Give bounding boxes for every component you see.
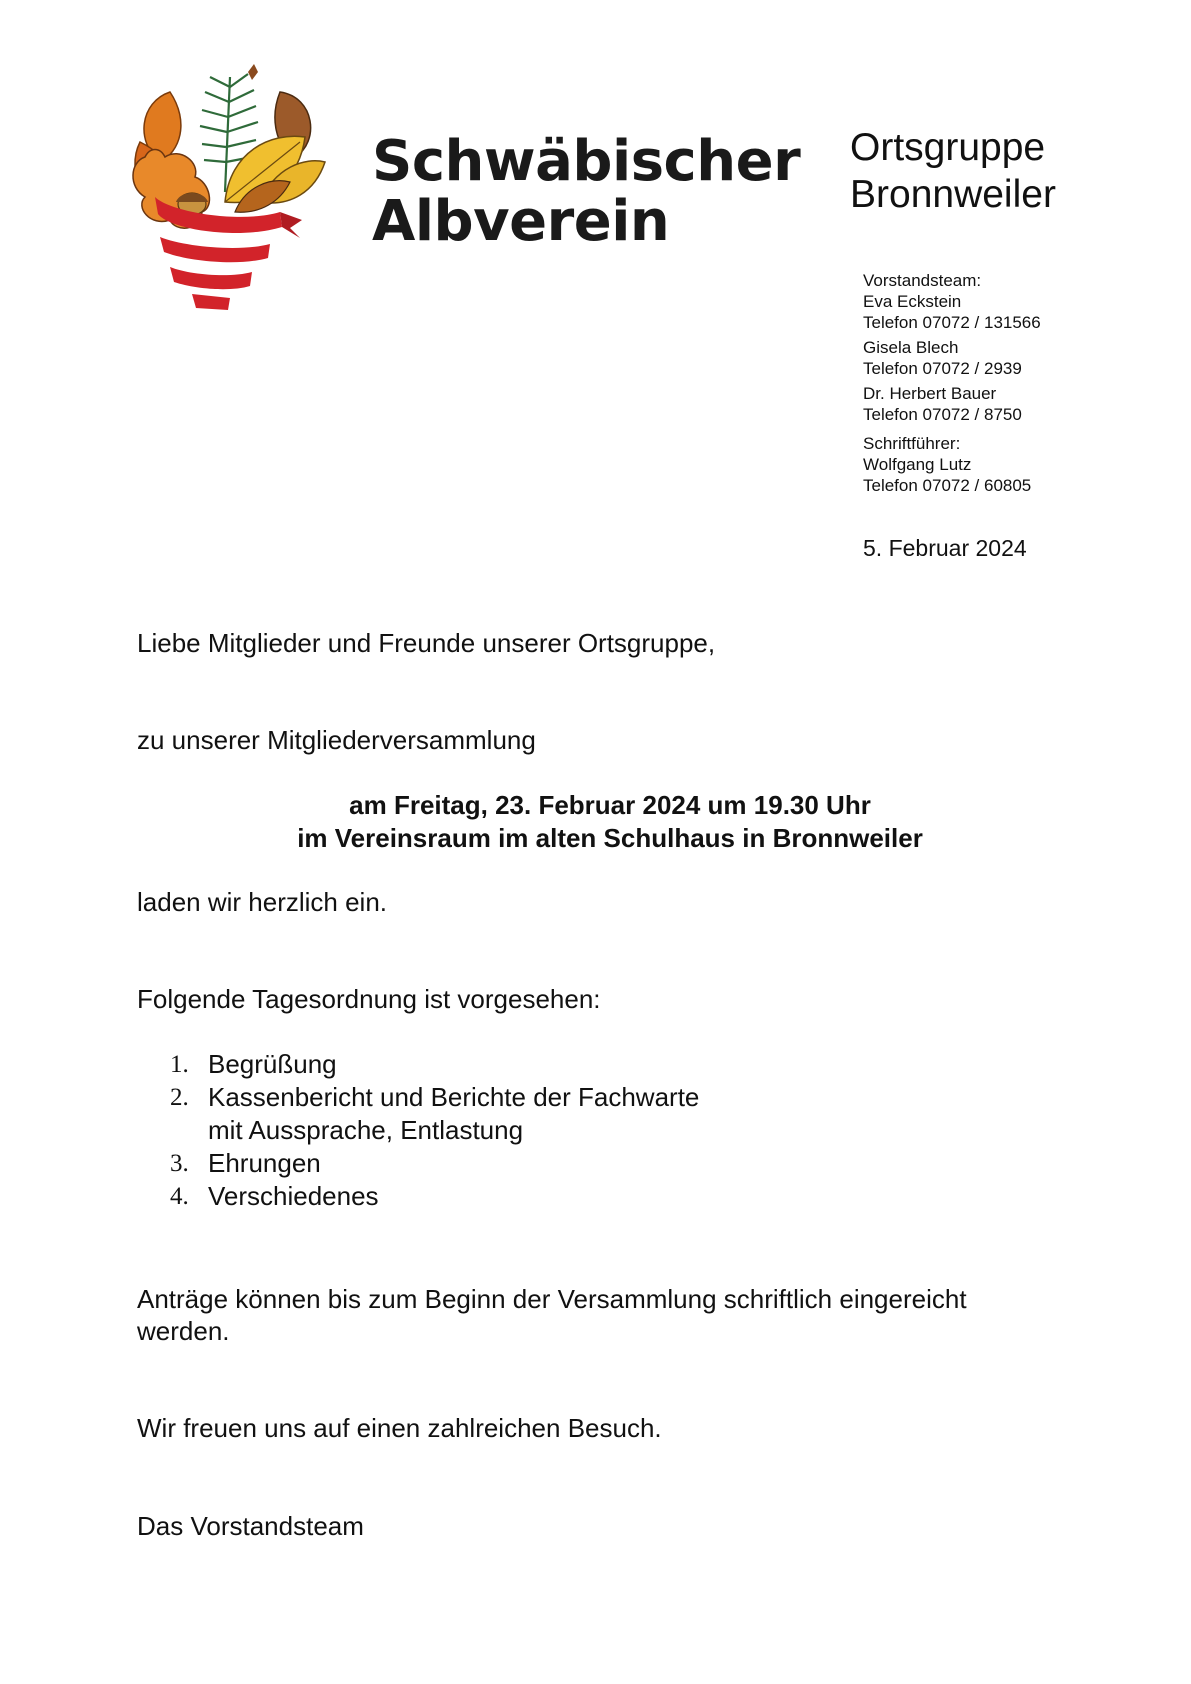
- agenda-number: 1.: [170, 1051, 189, 1078]
- team-label: Vorstandsteam:: [863, 271, 982, 290]
- group-line-2: Bronnweiler: [850, 173, 1056, 216]
- motions-line-1: Anträge können bis zum Beginn der Versammlung schriftlich eingereicht: [137, 1284, 967, 1314]
- contact-3-phone: Telefon 07072 / 8750: [863, 405, 1022, 424]
- agenda-list: [170, 1048, 699, 1213]
- agenda-item: [170, 1048, 699, 1081]
- secretary-phone: Telefon 07072 / 60805: [863, 476, 1032, 495]
- brand-line-1: Schwäbischer: [372, 129, 801, 194]
- group-line-1: Ortsgruppe: [850, 126, 1046, 169]
- secretary-label: Schriftführer:: [863, 434, 961, 453]
- agenda-number: 4.: [170, 1183, 189, 1210]
- event-line-1: am Freitag, 23. Februar 2024 um 19.30 Uhr: [349, 790, 871, 820]
- contact-block: [863, 270, 1041, 496]
- albverein-logo-icon: [130, 62, 330, 312]
- signature: Das Vorstandsteam: [137, 1511, 364, 1541]
- contact-1-name: Eva Eckstein: [863, 292, 962, 311]
- local-group-name: [850, 124, 1056, 218]
- agenda-item: [170, 1180, 699, 1213]
- agenda-item: [170, 1081, 699, 1114]
- agenda-number: 2.: [170, 1084, 189, 1111]
- contact-2-name: Gisela Blech: [863, 338, 959, 357]
- contact-2-phone: Telefon 07072 / 2939: [863, 359, 1022, 378]
- agenda-intro: Folgende Tagesordnung ist vorgesehen:: [137, 984, 601, 1014]
- event-line-2: im Vereinsraum im alten Schulhaus in Bronnweiler: [297, 823, 923, 853]
- letter-date: 5. Februar 2024: [863, 535, 1027, 561]
- brand-line-2: Albverein: [372, 189, 670, 254]
- greeting: Liebe Mitglieder und Freunde unserer Ortsgruppe,: [137, 628, 716, 658]
- agenda-item: [170, 1147, 699, 1180]
- brand-name: [372, 129, 801, 254]
- contact-3-name: Dr. Herbert Bauer: [863, 384, 997, 403]
- secretary-name: Wolfgang Lutz: [863, 455, 972, 474]
- agenda-text: Verschiedenes: [208, 1181, 379, 1211]
- agenda-text: Ehrungen: [208, 1148, 321, 1178]
- agenda-text: Kassenbericht und Berichte der Fachwarte: [208, 1082, 700, 1112]
- contact-1-phone: Telefon 07072 / 131566: [863, 313, 1041, 332]
- motions-line-2: werden.: [137, 1316, 230, 1346]
- closing-text: Wir freuen uns auf einen zahlreichen Besuch.: [137, 1413, 662, 1443]
- agenda-number: 3.: [170, 1150, 189, 1177]
- agenda-text-continued: mit Aussprache, Entlastung: [208, 1115, 524, 1145]
- intro-text: zu unserer Mitgliederversammlung: [137, 725, 536, 755]
- agenda-text: Begrüßung: [208, 1049, 337, 1079]
- invite-text: laden wir herzlich ein.: [137, 887, 388, 917]
